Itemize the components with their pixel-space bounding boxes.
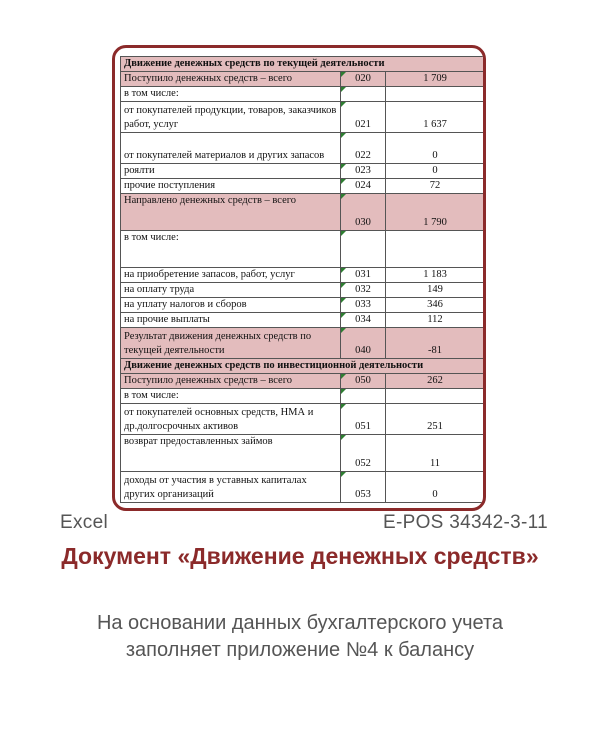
row-code-cell: 033 (341, 298, 386, 313)
row-value-cell: 0 (386, 164, 485, 179)
row-code-cell: 032 (341, 283, 386, 298)
row-code-cell: 024 (341, 179, 386, 194)
row-value-cell: 262 (386, 374, 485, 389)
row-value-cell: 149 (386, 283, 485, 298)
row-label-cell: возврат предоставленных займов (121, 435, 341, 472)
row-label-cell: Поступило денежных средств – всего (121, 72, 341, 87)
row-value-cell: 346 (386, 298, 485, 313)
row-label-cell: от покупателей основных средств, НМА и др.долгосрочных активов (121, 404, 341, 435)
row-value-cell: 1 790 (386, 194, 485, 231)
row-value-cell: 0 (386, 133, 485, 164)
table-row (121, 374, 485, 389)
row-value-cell: -81 (386, 328, 485, 359)
row-label-cell: Результат движения денежных средств по текущей деятельности (121, 328, 341, 359)
table-row (121, 179, 485, 194)
row-value-cell: 1 709 (386, 72, 485, 87)
row-value-cell: 1 637 (386, 102, 485, 133)
row-code-cell: 030 (341, 194, 386, 231)
table-row (121, 57, 485, 72)
row-label-cell: доходы от участия в уставных капиталах других организаций (121, 472, 341, 503)
row-label-cell: в том числе: (121, 231, 341, 268)
table-row (121, 435, 485, 472)
table-row (121, 404, 485, 435)
row-label-cell: на уплату налогов и сборов (121, 298, 341, 313)
table-row (121, 313, 485, 328)
row-value-cell (386, 87, 485, 102)
row-value-cell: 1 183 (386, 268, 485, 283)
row-code-cell: 050 (341, 374, 386, 389)
document-code-label: E-POS 34342-3-11 (383, 512, 548, 533)
table-row (121, 102, 485, 133)
row-label-cell: от покупателей продукции, товаров, заказчиков работ, услуг (121, 102, 341, 133)
row-label-cell: на оплату труда (121, 283, 341, 298)
row-code-cell (341, 231, 386, 268)
row-label-cell: прочие поступления (121, 179, 341, 194)
row-value-cell (386, 389, 485, 404)
table-row (121, 268, 485, 283)
table-row (121, 72, 485, 87)
row-label-cell: роялти (121, 164, 341, 179)
table-row (121, 359, 485, 374)
row-code-cell: 023 (341, 164, 386, 179)
row-code-cell: 021 (341, 102, 386, 133)
row-code-cell: 040 (341, 328, 386, 359)
row-value-cell (386, 231, 485, 268)
spreadsheet-card (112, 45, 486, 511)
row-value-cell: 11 (386, 435, 485, 472)
table-row (121, 328, 485, 359)
row-value-cell: 251 (386, 404, 485, 435)
row-value-cell: 112 (386, 313, 485, 328)
section-header-cell: Движение денежных средств по инвестиционной деятельности (121, 359, 485, 374)
app-name-label: Excel (60, 512, 108, 533)
table-row (121, 283, 485, 298)
row-label-cell: на прочие выплаты (121, 313, 341, 328)
row-label-cell: Поступило денежных средств – всего (121, 374, 341, 389)
row-code-cell: 022 (341, 133, 386, 164)
row-code-cell: 031 (341, 268, 386, 283)
row-label-cell: от покупателей материалов и других запасов (121, 133, 341, 164)
table-row (121, 389, 485, 404)
table-row (121, 164, 485, 179)
section-header-cell: Движение денежных средств по текущей деятельности (121, 57, 485, 72)
row-code-cell: 034 (341, 313, 386, 328)
row-code-cell: 020 (341, 72, 386, 87)
cash-flow-table (120, 56, 485, 503)
row-code-cell (341, 389, 386, 404)
row-label-cell: в том числе: (121, 389, 341, 404)
table-row (121, 298, 485, 313)
row-value-cell: 72 (386, 179, 485, 194)
row-code-cell (341, 87, 386, 102)
row-label-cell: в том числе: (121, 87, 341, 102)
table-row (121, 472, 485, 503)
row-value-cell: 0 (386, 472, 485, 503)
table-row (121, 231, 485, 268)
table-row (121, 87, 485, 102)
document-title: Документ «Движение денежных средств» (61, 543, 539, 569)
document-description: На основании данных бухгалтерского учета заполняет приложение №4 к балансу (96, 612, 504, 661)
table-row (121, 133, 485, 164)
row-label-cell: на приобретение запасов, работ, услуг (121, 268, 341, 283)
row-code-cell: 051 (341, 404, 386, 435)
row-code-cell: 053 (341, 472, 386, 503)
row-label-cell: Направлено денежных средств – всего (121, 194, 341, 231)
row-code-cell: 052 (341, 435, 386, 472)
table-row (121, 194, 485, 231)
